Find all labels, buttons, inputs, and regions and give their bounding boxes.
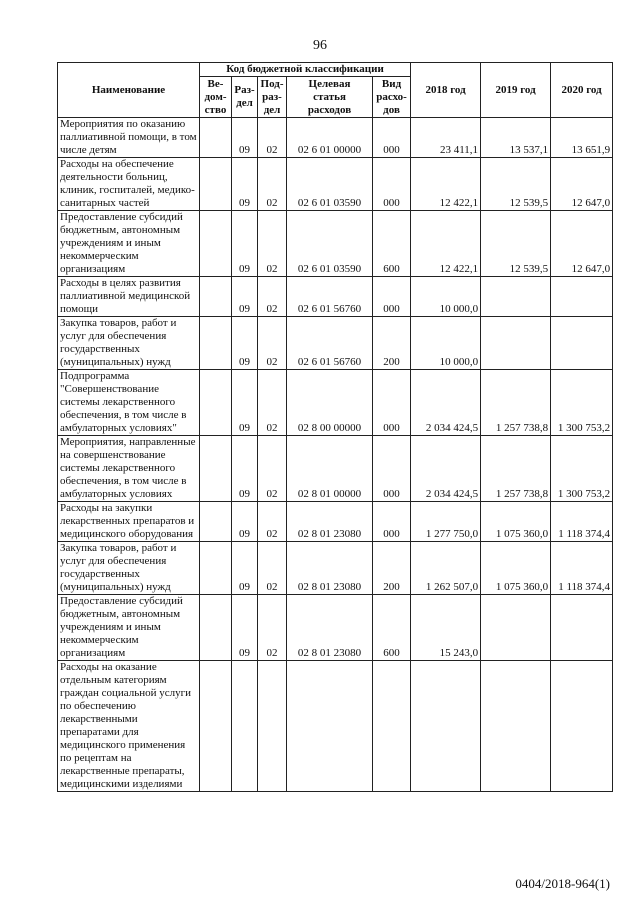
cell-2019: 12 539,5 [481,158,551,211]
cell-2020: 1 300 753,2 [551,436,613,502]
table-row [58,118,613,158]
cell-vedomstvo [200,317,232,370]
cell-podrazdel: 02 [258,317,287,370]
cell-2018: 1 262 507,0 [411,542,481,595]
document-code: 0404/2018-964(1) [515,876,610,891]
cell-vid: 000 [373,118,411,158]
col-header-kbk: Код бюджетной классификации [200,63,411,77]
cell-razdel: 09 [232,317,258,370]
cell-razdel: 09 [232,542,258,595]
table-row [58,211,613,277]
cell-podrazdel: 02 [258,277,287,317]
cell-razdel: 09 [232,502,258,542]
col-header-vedomstvo: Ве- дом- ство [200,77,232,118]
cell-podrazdel [258,661,287,792]
cell-razdel: 09 [232,436,258,502]
cell-2019 [481,317,551,370]
table-row [58,277,613,317]
cell-target: 02 8 01 23080 [287,595,373,661]
cell-razdel: 09 [232,211,258,277]
cell-2020 [551,277,613,317]
cell-target: 02 6 01 00000 [287,118,373,158]
cell-name: Подпрограмма "Совершенствование системы лекарственного обеспечения, в том числе в амбулаторных условиях" [58,370,200,436]
table-row [58,370,613,436]
cell-name: Закупка товаров, работ и услуг для обеспечения государственных (муниципальных) нужд [58,317,200,370]
cell-vedomstvo [200,370,232,436]
col-header-razdel: Раз- дел [232,77,258,118]
cell-razdel: 09 [232,595,258,661]
cell-vid: 000 [373,277,411,317]
cell-2019: 12 539,5 [481,211,551,277]
cell-name: Предоставление субсидий бюджетным, автономным учреждениям и иным некоммерческим организациям [58,595,200,661]
cell-2018: 2 034 424,5 [411,436,481,502]
cell-name: Закупка товаров, работ и услуг для обеспечения государственных (муниципальных) нужд [58,542,200,595]
cell-podrazdel: 02 [258,370,287,436]
cell-name: Мероприятия по оказанию паллиативной помощи, в том числе детям [58,118,200,158]
cell-razdel [232,661,258,792]
table-row [58,502,613,542]
cell-vid: 200 [373,317,411,370]
cell-2020: 1 118 374,4 [551,542,613,595]
cell-2019: 1 257 738,8 [481,370,551,436]
cell-2018: 2 034 424,5 [411,370,481,436]
cell-podrazdel: 02 [258,158,287,211]
table-row [58,158,613,211]
cell-target: 02 8 01 00000 [287,436,373,502]
col-header-podrazdel: Под- раз- дел [258,77,287,118]
budget-table [57,62,613,792]
col-header-2020: 2020 год [551,63,613,118]
cell-2018: 12 422,1 [411,158,481,211]
cell-2020: 12 647,0 [551,158,613,211]
cell-2019 [481,595,551,661]
cell-podrazdel: 02 [258,436,287,502]
cell-razdel: 09 [232,118,258,158]
cell-target: 02 8 00 00000 [287,370,373,436]
cell-target [287,661,373,792]
cell-vedomstvo [200,661,232,792]
cell-vedomstvo [200,542,232,595]
cell-razdel: 09 [232,158,258,211]
table-row [58,595,613,661]
cell-2020: 1 300 753,2 [551,370,613,436]
cell-vedomstvo [200,277,232,317]
cell-vedomstvo [200,502,232,542]
cell-2020: 13 651,9 [551,118,613,158]
cell-vedomstvo [200,436,232,502]
cell-2019 [481,661,551,792]
cell-target: 02 6 01 56760 [287,317,373,370]
cell-2018: 12 422,1 [411,211,481,277]
cell-name: Предоставление субсидий бюджетным, автономным учреждениям и иным некоммерческим организациям [58,211,200,277]
col-header-vid: Вид расхо- дов [373,77,411,118]
cell-target: 02 6 01 56760 [287,277,373,317]
cell-razdel: 09 [232,277,258,317]
col-header-target: Целевая статья расходов [287,77,373,118]
cell-podrazdel: 02 [258,211,287,277]
cell-vedomstvo [200,158,232,211]
table-row [58,317,613,370]
cell-2018: 10 000,0 [411,277,481,317]
cell-2019: 13 537,1 [481,118,551,158]
cell-podrazdel: 02 [258,542,287,595]
cell-target: 02 8 01 23080 [287,502,373,542]
cell-vid: 000 [373,370,411,436]
cell-2020 [551,317,613,370]
cell-name: Расходы на обеспечение деятельности больниц, клиник, госпиталей, медико-санитарных частей [58,158,200,211]
table-row [58,542,613,595]
cell-2019: 1 075 360,0 [481,502,551,542]
cell-podrazdel: 02 [258,118,287,158]
header-row-1 [58,63,613,77]
cell-2019 [481,277,551,317]
cell-razdel: 09 [232,370,258,436]
cell-2019: 1 257 738,8 [481,436,551,502]
cell-2020 [551,595,613,661]
table-row [58,661,613,792]
table-row [58,436,613,502]
col-header-2019: 2019 год [481,63,551,118]
col-header-2018: 2018 год [411,63,481,118]
cell-vid: 000 [373,502,411,542]
page-number: 96 [313,38,327,53]
cell-vedomstvo [200,211,232,277]
col-header-name: Наименование [58,63,200,118]
cell-target: 02 6 01 03590 [287,211,373,277]
cell-target: 02 8 01 23080 [287,542,373,595]
cell-vedomstvo [200,595,232,661]
cell-vid: 200 [373,542,411,595]
cell-name: Мероприятия, направленные на совершенствование системы лекарственного обеспечения, в том числе в амбулаторных условиях [58,436,200,502]
cell-vid: 600 [373,211,411,277]
cell-2019: 1 075 360,0 [481,542,551,595]
cell-vid: 600 [373,595,411,661]
cell-2020 [551,661,613,792]
cell-vid: 000 [373,436,411,502]
cell-vid [373,661,411,792]
cell-name: Расходы на закупки лекарственных препаратов и медицинского оборудования [58,502,200,542]
cell-2018: 23 411,1 [411,118,481,158]
cell-target: 02 6 01 03590 [287,158,373,211]
cell-vid: 000 [373,158,411,211]
cell-2018: 1 277 750,0 [411,502,481,542]
cell-podrazdel: 02 [258,502,287,542]
cell-2020: 12 647,0 [551,211,613,277]
cell-name: Расходы в целях развития паллиативной медицинской помощи [58,277,200,317]
cell-vedomstvo [200,118,232,158]
cell-2018 [411,661,481,792]
cell-name: Расходы на оказание отдельным категориям граждан социальной услуги по обеспечению лекарственными препаратами для медицинского применения по рецептам на лекарственные препараты, медицинскими изделиями [58,661,200,792]
cell-2020: 1 118 374,4 [551,502,613,542]
cell-podrazdel: 02 [258,595,287,661]
cell-2018: 15 243,0 [411,595,481,661]
cell-2018: 10 000,0 [411,317,481,370]
